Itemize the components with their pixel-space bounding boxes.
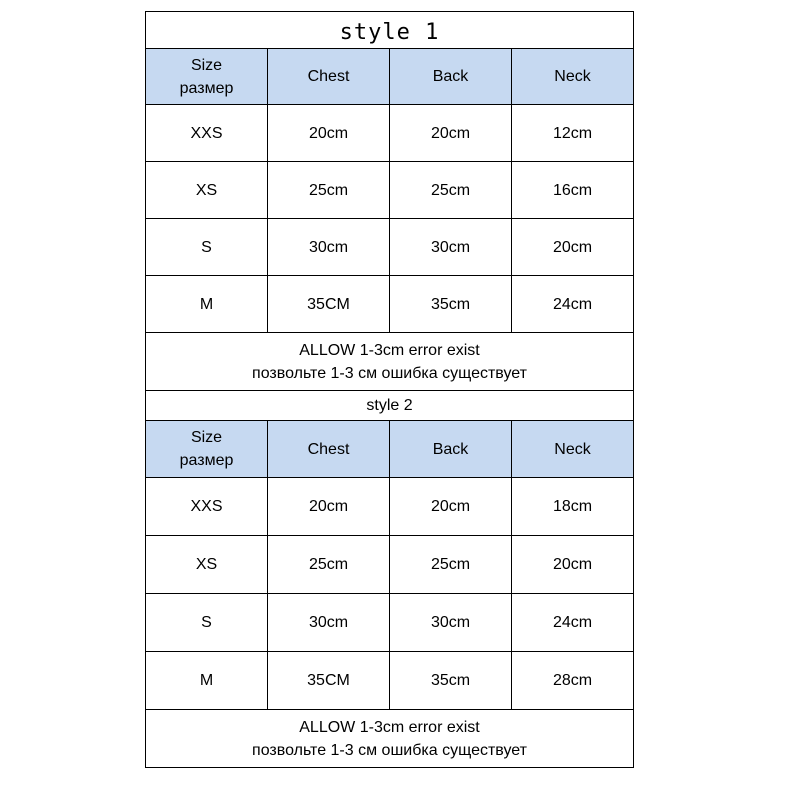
table-title-text: style 2 [366,396,413,414]
table-cell-chest: 35CM [268,652,390,710]
table-cell-size: M [146,276,268,333]
header-back-label: Back [432,440,469,458]
header-neck [512,49,633,105]
size-table-style-1 [146,49,633,333]
table-cell-size: S [146,219,268,276]
table-cell-neck: 12cm [512,105,633,162]
size-table-style-2 [146,421,633,710]
error-note-style-1 [146,333,633,391]
header-chest-label: Chest [307,68,350,85]
header-neck-label: Neck [554,68,591,85]
table-title-style-2 [146,391,633,421]
error-note-english: ALLOW 1-3cm error exist [299,718,480,736]
table-title-text: style 1 [339,19,440,45]
table-cell-size: M [146,652,268,710]
error-note-russian: позвольте 1-3 см ошибка существует [252,741,527,759]
table-cell-chest: 35CM [268,276,390,333]
table-cell-neck: 24cm [512,276,633,333]
error-note-russian: позвольте 1-3 см ошибка существует [252,364,527,382]
table-cell-size: XS [146,536,268,594]
table-cell-back: 20cm [390,105,512,162]
table-cell-chest: 20cm [268,478,390,536]
table-cell-back: 25cm [390,162,512,219]
table-cell-size: XS [146,162,268,219]
header-back [390,49,512,105]
error-note-english: ALLOW 1-3cm error exist [299,341,480,359]
table-cell-chest: 30cm [268,219,390,276]
header-back-label: Back [432,68,469,85]
table-cell-back: 25cm [390,536,512,594]
header-size-label: Size размер [179,429,234,469]
table-cell-neck: 20cm [512,536,633,594]
size-chart [145,11,634,768]
header-chest [268,49,390,105]
error-note-style-2 [146,710,633,767]
table-cell-chest: 25cm [268,162,390,219]
table-cell-neck: 24cm [512,594,633,652]
table-cell-back: 20cm [390,478,512,536]
table-cell-size: S [146,594,268,652]
header-size [146,421,268,478]
table-cell-neck: 20cm [512,219,633,276]
table-cell-chest: 20cm [268,105,390,162]
table-cell-back: 35cm [390,652,512,710]
table-cell-back: 35cm [390,276,512,333]
header-size [146,49,268,105]
table-cell-chest: 30cm [268,594,390,652]
table-cell-back: 30cm [390,594,512,652]
table-cell-neck: 18cm [512,478,633,536]
header-chest-label: Chest [307,440,350,458]
table-title-style-1 [146,12,633,49]
table-cell-back: 30cm [390,219,512,276]
header-size-label: Size размер [179,56,234,97]
table-cell-neck: 16cm [512,162,633,219]
table-cell-size: XXS [146,105,268,162]
table-cell-size: XXS [146,478,268,536]
header-chest [268,421,390,478]
table-cell-neck: 28cm [512,652,633,710]
table-cell-chest: 25cm [268,536,390,594]
header-neck-label: Neck [554,440,591,458]
header-back [390,421,512,478]
header-neck [512,421,633,478]
